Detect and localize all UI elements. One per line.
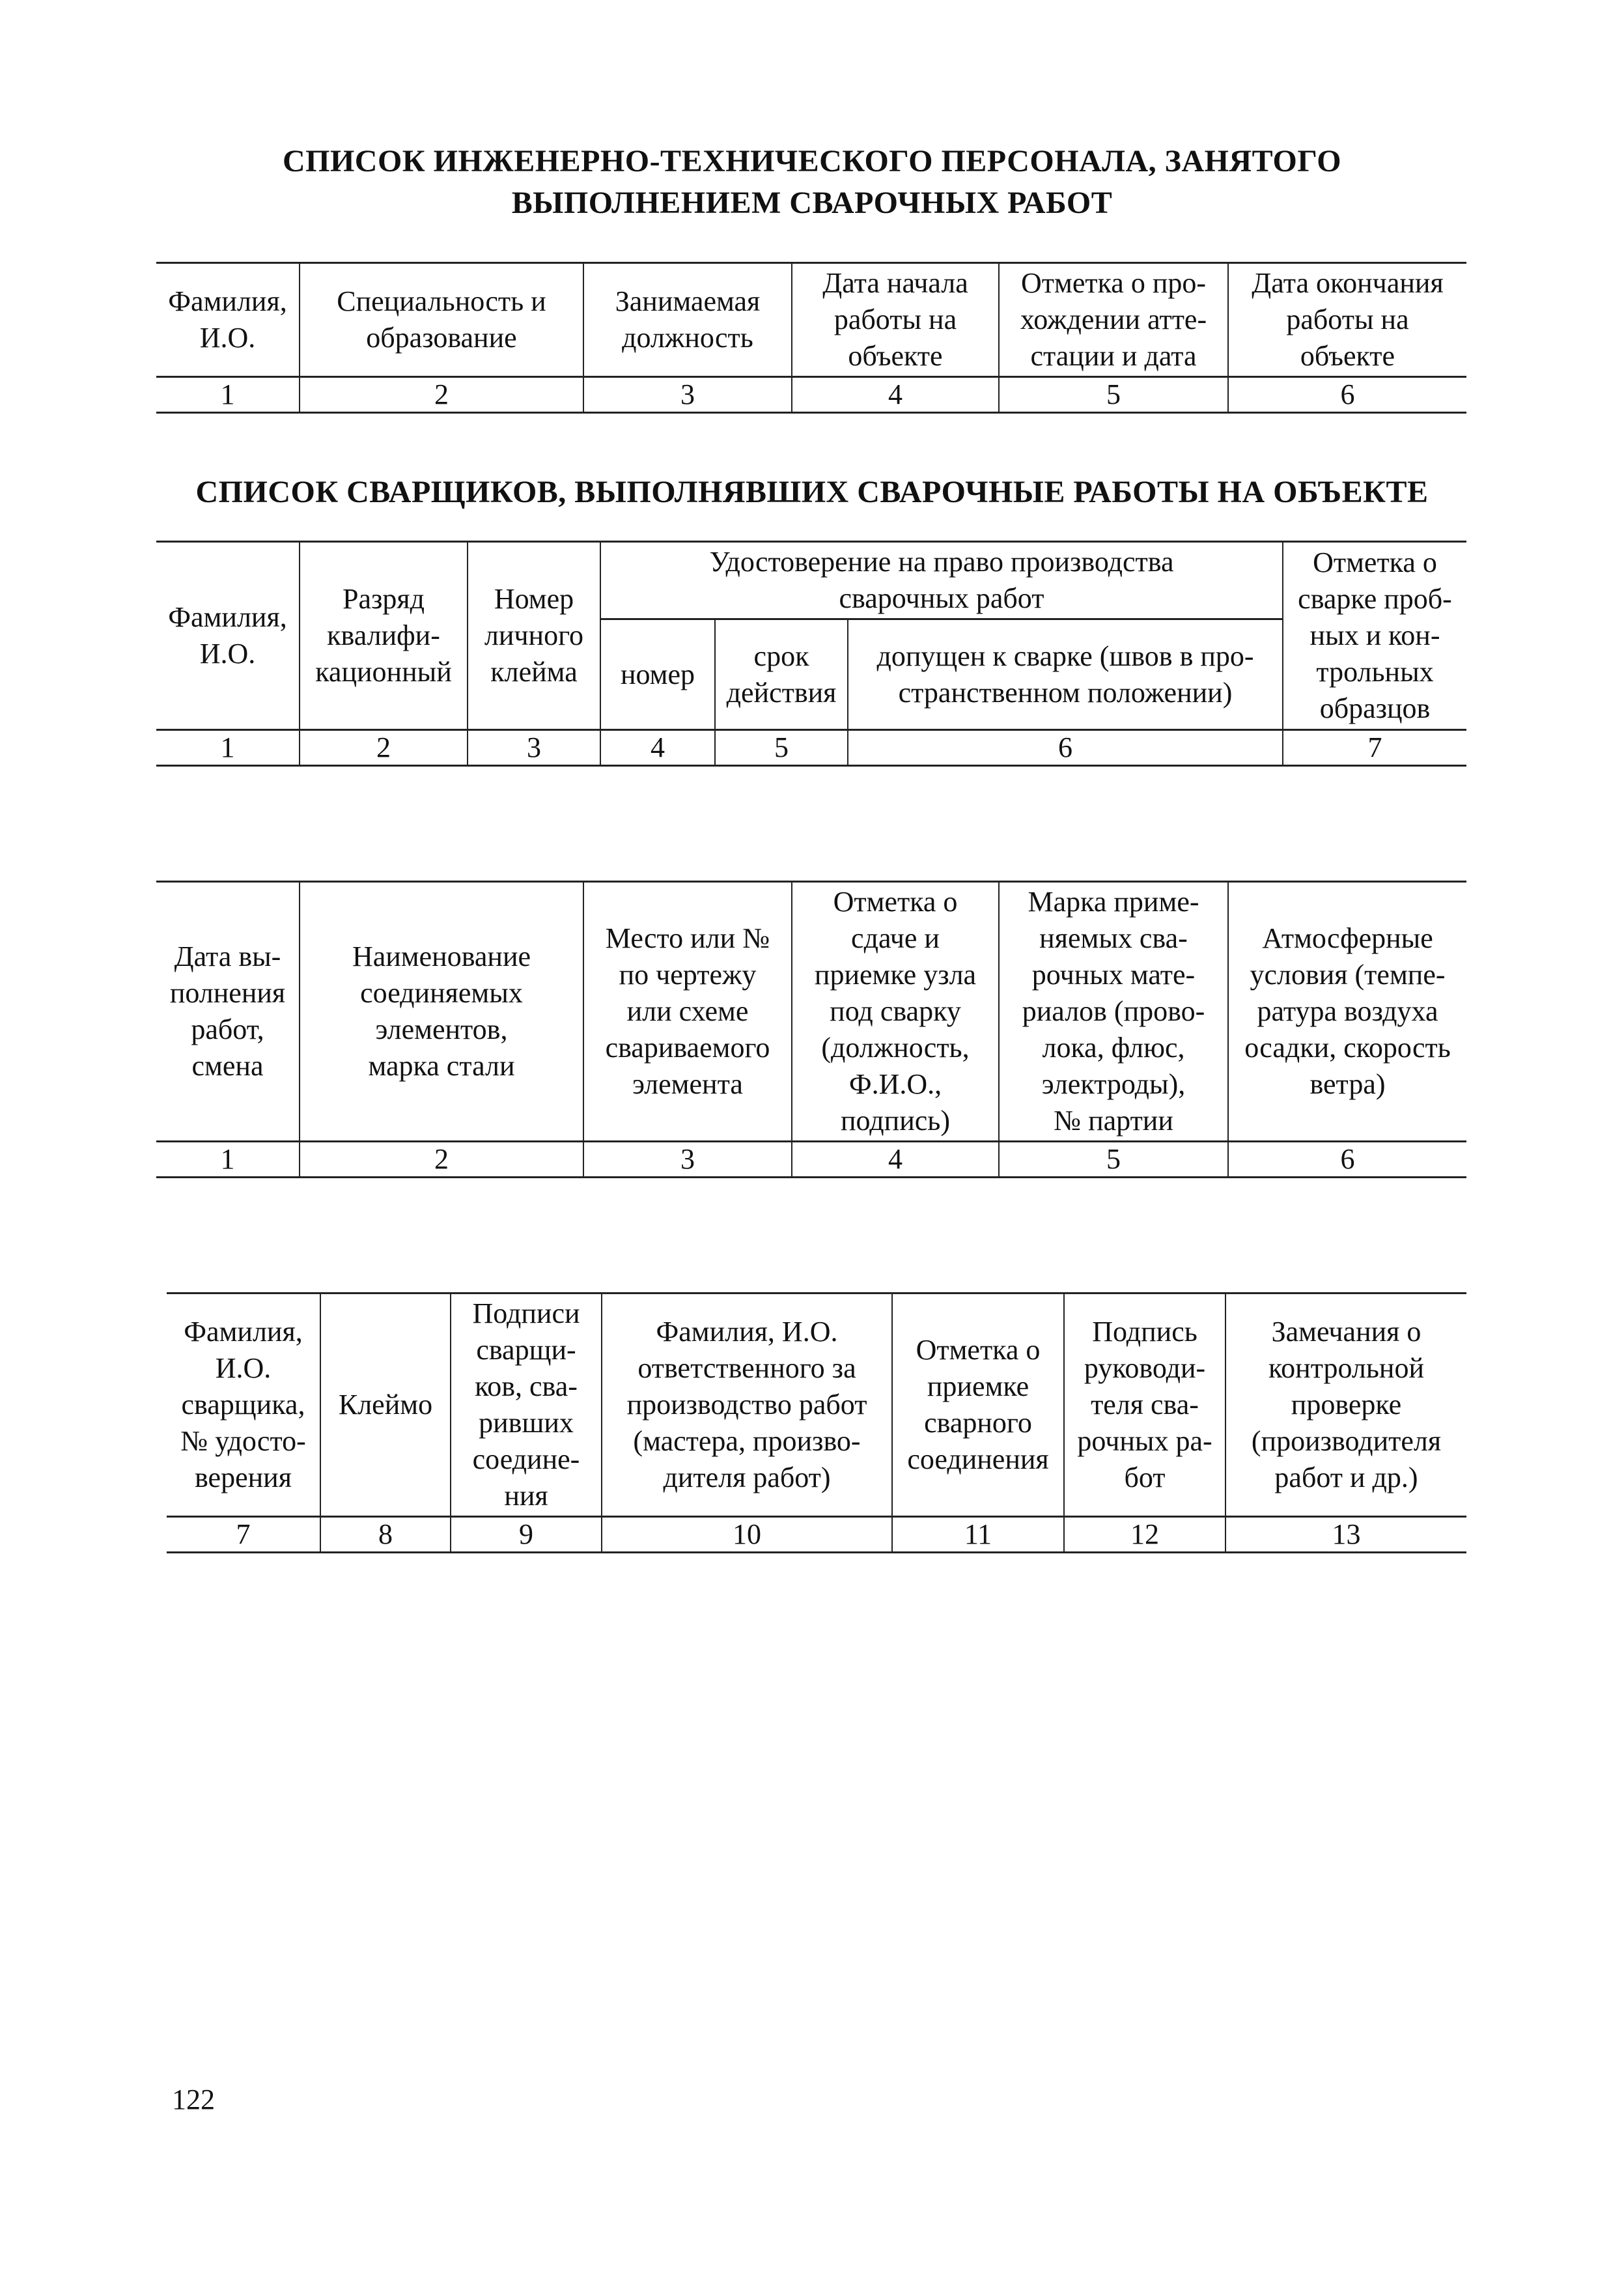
section1-title [0,141,1624,224]
header-cell: Фамилия, И.О. [156,263,300,377]
header-cell: Подпись руководи- теля сва- рочных ра- бот [1064,1293,1225,1517]
header-cell-certificate: Удостоверение на право производства сварочных работ [600,542,1283,619]
header-cell: Дата окончания работы на объекте [1228,263,1466,377]
column-number: 9 [451,1517,602,1553]
header-cell: допущен к сварке (швов в про- странственном положении) [848,619,1283,730]
header-cell: Наименование соединяемых элементов, марка стали [300,882,583,1142]
header-cell: Отметка о сварке проб- ных и кон- трольных образцов [1283,542,1466,730]
column-number: 4 [600,730,715,766]
column-number: 1 [156,377,300,413]
section1-title-line1: СПИСОК ИНЖЕНЕРНО-ТЕХНИЧЕСКОГО ПЕРСОНАЛА, ЗАНЯТОГО [282,144,1342,178]
welding-works-table [156,881,1466,1178]
section2-title: СПИСОК СВАРЩИКОВ, ВЫПОЛНЯВШИХ СВАРОЧНЫЕ РАБОТЫ НА ОБЪЕКТЕ [195,475,1429,509]
column-number: 10 [602,1517,892,1553]
column-number: 12 [1064,1517,1225,1553]
column-number: 3 [583,377,792,413]
header-cell: Специальность и образование [300,263,583,377]
welders-table [156,541,1466,767]
header-cell: Разряд квалифи- кационный [300,542,468,730]
header-cell: Занимаемая должность [583,263,792,377]
column-number: 4 [792,1142,999,1178]
column-number: 7 [1283,730,1466,766]
header-cell: Марка приме- няемых сва- рочных мате- риалов (прово- лока, флюс, электроды), № партии [999,882,1228,1142]
column-number: 2 [300,377,583,413]
column-number: 13 [1225,1517,1466,1553]
column-number: 7 [167,1517,320,1553]
header-cell: Фамилия, И.О. [156,542,300,730]
column-number: 1 [156,1142,300,1178]
header-cell: Клеймо [320,1293,451,1517]
welding-control-table [167,1292,1466,1553]
header-cell: Отметка о сдаче и приемке узла под сварку (должность, Ф.И.О., подпись) [792,882,999,1142]
header-cell: Отметка о про- хождении атте- стации и дата [999,263,1228,377]
header-cell: Фамилия, И.О. сварщика, № удосто- верения [167,1293,320,1517]
page-number: 122 [172,2084,215,2115]
column-number: 5 [999,1142,1228,1178]
header-cell: Атмосферные условия (темпе- ратура воздуха осадки, скорость ветра) [1228,882,1466,1142]
column-number: 4 [792,377,999,413]
engineering-staff-table [156,262,1466,414]
header-cell: Отметка о приемке сварного соединения [892,1293,1064,1517]
column-number: 1 [156,730,300,766]
header-cell: Место или № по чертежу или схеме свариваемого элемента [583,882,792,1142]
column-number: 6 [1228,1142,1466,1178]
column-number: 5 [715,730,848,766]
header-cell: Фамилия, И.О. ответственного за производство работ (мастера, произво- дителя работ) [602,1293,892,1517]
header-cell: Дата начала работы на объекте [792,263,999,377]
header-cell: Номер личного клейма [468,542,600,730]
column-number: 8 [320,1517,451,1553]
header-cell: срок действия [715,619,848,730]
column-number: 11 [892,1517,1064,1553]
column-number: 6 [848,730,1283,766]
column-number: 3 [468,730,600,766]
column-number: 5 [999,377,1228,413]
header-cell: Подписи сварщи- ков, сва- ривших соедине- ния [451,1293,602,1517]
column-number: 2 [300,1142,583,1178]
column-number: 3 [583,1142,792,1178]
header-cell: номер [600,619,715,730]
column-number: 6 [1228,377,1466,413]
header-cell: Замечания о контрольной проверке (производителя работ и др.) [1225,1293,1466,1517]
section1-title-line2: ВЫПОЛНЕНИЕМ СВАРОЧНЫХ РАБОТ [511,186,1113,220]
column-number: 2 [300,730,468,766]
header-cell: Дата вы- полнения работ, смена [156,882,300,1142]
